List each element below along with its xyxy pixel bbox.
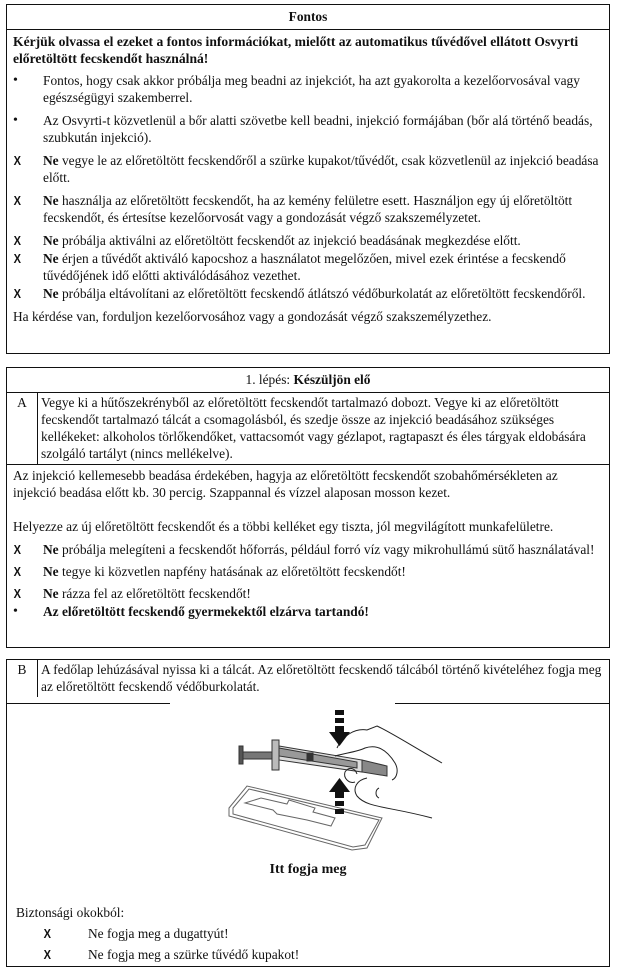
list-item: • Az Osvyrti-t közvetlenül a bőr alatti szövetbe kell beadni, injekció formájában (bőr alá történő beadás, szubkután injekció). <box>13 113 593 145</box>
step-b-box <box>6 659 610 967</box>
illustration-caption: Itt fogja meg <box>269 862 347 877</box>
divider <box>7 703 170 704</box>
bullet-icon: • <box>13 73 18 88</box>
step-a-label: A <box>7 393 38 464</box>
step-b-label: B <box>7 660 38 697</box>
warning-item: X Ne próbálja eltávolítani az előretöltött fecskendő átlátszó védőburkolatát az előretöltött fecskendőről. <box>13 286 586 301</box>
divider <box>395 703 609 704</box>
warning-item: X Ne próbálja aktiválni az előretöltött fecskendőt az injekció beadásának megkezdése előtt. <box>13 233 521 248</box>
x-icon: X <box>13 586 22 601</box>
warning-item: X Ne próbálja melegíteni a fecskendőt hőforrás, például forró víz vagy mikrohullámú sütő használatával! <box>13 542 595 557</box>
x-icon: X <box>13 193 22 208</box>
safety-title: Biztonsági okokból: <box>16 905 125 920</box>
syringe-illustration <box>217 708 447 853</box>
warning-item: X Ne érjen a tűvédőt aktiváló kapocshoz a használatot megelőzően, mivel ezek érintése a fecskendő tűvédőjének idő előtti aktiválódásához vezethet. <box>13 251 566 283</box>
list-item: • Fontos, hogy csak akkor próbálja meg beadni az injekciót, ha azt gyakorolta a kezelőorvosával vagy egészségügyi szakemberrel. <box>13 73 580 105</box>
step1-box <box>6 367 610 648</box>
step1-paragraph-1: Az injekció kellemesebb beadása érdekében, hagyja az előretöltött fecskendőt szobahőmérsékleten az injekció beadása előtt kb. 30 percig. Szappannal és vízzel alaposan mosson kezet. <box>13 468 558 500</box>
important-title: Fontos <box>7 5 609 30</box>
warning-item: X Ne rázza fel az előretöltött fecskendőt! <box>13 586 251 601</box>
x-icon: X <box>13 564 22 579</box>
warning-item: X Ne tegye ki közvetlen napfény hatásának az előretöltött fecskendőt! <box>13 564 406 579</box>
warning-item: X Ne vegye le az előretöltött fecskendőről a szürke kupakot/tűvédőt, csak közvetlenül az injekció beadása előtt. <box>13 153 599 185</box>
x-icon: X <box>13 542 22 557</box>
step-b-text: A fedőlap lehúzásával nyissa ki a tálcát. Az előretöltött fecskendő tálcából történő kivételéhez fogja meg az előretöltött fecskendő védőburkolatát. <box>41 662 602 694</box>
safety-item: X Ne fogja meg a dugattyút! <box>43 926 229 941</box>
step1-paragraph-2: Helyezze az új előretöltött fecskendőt és a többi kelléket egy tiszta, jól megvilágított munkafelületre. <box>13 519 554 534</box>
x-icon: X <box>13 153 22 168</box>
bullet-icon: • <box>13 113 18 128</box>
step1-title: 1. lépés: Készüljön elő <box>7 368 609 393</box>
x-icon: X <box>13 251 22 266</box>
step-a-text: Vegye ki a hűtőszekrényből az előretöltött fecskendőt tartalmazó dobozt. Vegye ki az előretöltött fecskendőt tartalmazó tálcát a csomagolásból, és szedje össze az injekció beadásához szükséges kellékeket: alkoholos törlőkendőket, vattacsomót vagy gézlapot, ragtapaszt és éles tárgyak eldobására szolgáló tartályt (nincs mellékelve). <box>41 395 586 461</box>
bullet-icon: • <box>13 604 18 619</box>
bold-note: • Az előretöltött fecskendő gyermekektől elzárva tartandó! <box>13 604 369 619</box>
x-icon: X <box>43 947 52 962</box>
step-a-row <box>7 393 609 465</box>
step-b-row <box>7 660 609 697</box>
x-icon: X <box>13 233 22 248</box>
important-intro: Kérjük olvassa el ezeket a fontos információkat, mielőtt az automatikus tűvédővel ellátott Osvyrti előretöltött fecskendőt használná! <box>13 34 579 66</box>
important-info-box <box>6 4 610 354</box>
important-footer: Ha kérdése van, forduljon kezelőorvosához vagy a gondozását végző szakszemélyzethez. <box>13 309 492 324</box>
x-icon: X <box>13 286 22 301</box>
warning-item: X Ne használja az előretöltött fecskendőt, ha az kemény felületre esett. Használjon egy új előretöltött fecskendőt, és értesítse kezelőorvosát vagy a gondozását végző szakszemélyzetet. <box>13 193 573 225</box>
safety-item: X Ne fogja meg a szürke tűvédő kupakot! <box>43 947 300 962</box>
syringe-hand-icon <box>217 708 447 853</box>
x-icon: X <box>43 926 52 941</box>
